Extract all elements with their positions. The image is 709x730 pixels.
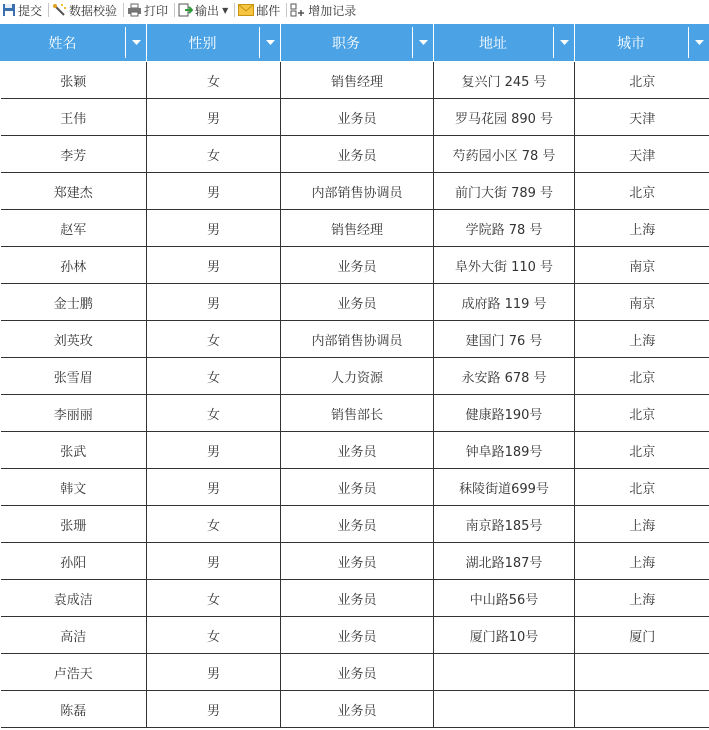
column-header-label: 职务 — [332, 35, 360, 52]
cell-position[interactable]: 业务员 — [281, 506, 434, 543]
column-header-label: 性别 — [188, 35, 217, 52]
cell-address[interactable]: 钟阜路189号 — [434, 432, 575, 469]
table-body — [1, 62, 709, 728]
cell-gender[interactable]: 女 — [147, 358, 281, 395]
cell-position[interactable]: 业务员 — [281, 247, 434, 284]
cell-city[interactable]: 天津 — [575, 99, 709, 136]
table-header-row — [1, 24, 709, 62]
email-icon — [238, 4, 254, 16]
cell-city[interactable]: 北京 — [575, 395, 709, 432]
cell-city[interactable] — [575, 654, 709, 691]
column-header-label: 城市 — [617, 35, 645, 52]
table-row[interactable] — [1, 173, 709, 210]
cell-address[interactable]: 阜外大街 110 号 — [434, 247, 575, 284]
cell-city[interactable]: 上海 — [575, 321, 709, 358]
toolbar-separator — [48, 3, 49, 17]
cell-address[interactable]: 湖北路187号 — [434, 543, 575, 580]
cell-city[interactable]: 厦门 — [575, 617, 709, 654]
filter-dropdown-icon[interactable] — [125, 27, 146, 58]
cell-name[interactable]: 李丽丽 — [1, 395, 147, 432]
cell-name[interactable]: 韩文 — [1, 469, 147, 506]
cell-position[interactable]: 业务员 — [281, 284, 434, 321]
cell-name[interactable]: 刘英玫 — [1, 321, 147, 358]
table-row[interactable] — [1, 321, 709, 358]
cell-gender[interactable]: 男 — [147, 469, 281, 506]
column-header-city[interactable] — [575, 24, 709, 62]
table-row[interactable] — [1, 432, 709, 469]
cell-address[interactable]: 学院路 78 号 — [434, 210, 575, 247]
export-label: 输出 — [195, 3, 220, 18]
cell-city[interactable]: 上海 — [575, 210, 709, 247]
cell-name[interactable]: 孙林 — [1, 247, 147, 284]
cell-address[interactable]: 芍药园小区 78 号 — [434, 136, 575, 173]
cell-name[interactable]: 张武 — [1, 432, 147, 469]
toolbar-separator — [234, 3, 235, 17]
cell-city[interactable] — [575, 691, 709, 728]
cell-city[interactable]: 上海 — [575, 506, 709, 543]
cell-address[interactable]: 建国门 76 号 — [434, 321, 575, 358]
table-row[interactable] — [1, 691, 709, 728]
cell-position[interactable]: 内部销售协调员 — [281, 173, 434, 210]
column-header-gender[interactable] — [147, 24, 281, 62]
table-row[interactable] — [1, 284, 709, 321]
table-row[interactable] — [1, 617, 709, 654]
filter-dropdown-icon[interactable] — [412, 27, 433, 58]
add-record-button[interactable] — [288, 1, 361, 19]
cell-name[interactable]: 高洁 — [1, 617, 147, 654]
cell-gender[interactable]: 男 — [147, 691, 281, 728]
cell-position[interactable]: 业务员 — [281, 580, 434, 617]
toolbar-separator — [174, 3, 175, 17]
cell-name[interactable]: 王伟 — [1, 99, 147, 136]
cell-position[interactable]: 销售经理 — [281, 210, 434, 247]
submit-icon — [2, 3, 16, 17]
table-row[interactable] — [1, 62, 709, 99]
add-record-label: 增加记录 — [308, 3, 357, 18]
cell-gender[interactable]: 女 — [147, 136, 281, 173]
cell-address[interactable] — [434, 691, 575, 728]
validate-button[interactable] — [50, 1, 122, 19]
cell-gender[interactable]: 男 — [147, 210, 281, 247]
filter-dropdown-icon[interactable] — [688, 27, 709, 58]
cell-name[interactable]: 张雪眉 — [1, 358, 147, 395]
cell-city[interactable]: 上海 — [575, 543, 709, 580]
print-icon — [127, 3, 142, 17]
cell-city[interactable]: 上海 — [575, 580, 709, 617]
cell-gender[interactable]: 女 — [147, 321, 281, 358]
table-row[interactable] — [1, 469, 709, 506]
cell-name[interactable]: 金士鹏 — [1, 284, 147, 321]
export-button[interactable] — [176, 1, 233, 19]
cell-address[interactable]: 南京路185号 — [434, 506, 575, 543]
cell-name[interactable]: 李芳 — [1, 136, 147, 173]
table-row[interactable] — [1, 543, 709, 580]
add-record-icon — [290, 3, 306, 17]
validate-label: 数据校验 — [69, 3, 118, 18]
cell-address[interactable]: 前门大街 789 号 — [434, 173, 575, 210]
table-row[interactable] — [1, 247, 709, 284]
data-table — [0, 23, 709, 728]
cell-gender[interactable]: 女 — [147, 506, 281, 543]
cell-gender[interactable]: 男 — [147, 654, 281, 691]
cell-position[interactable]: 业务员 — [281, 617, 434, 654]
print-label: 打印 — [144, 3, 169, 18]
cell-city[interactable]: 北京 — [575, 173, 709, 210]
column-header-name[interactable] — [1, 24, 147, 62]
cell-gender[interactable]: 男 — [147, 543, 281, 580]
cell-name[interactable]: 张颖 — [1, 62, 147, 99]
validate-icon — [52, 3, 67, 17]
email-label: 邮件 — [256, 3, 281, 18]
export-icon — [178, 3, 193, 17]
cell-gender[interactable]: 男 — [147, 284, 281, 321]
cell-address[interactable]: 罗马花园 890 号 — [434, 99, 575, 136]
toolbar — [0, 0, 709, 20]
cell-address[interactable]: 中山路56号 — [434, 580, 575, 617]
table-row[interactable] — [1, 136, 709, 173]
cell-name[interactable]: 袁成洁 — [1, 580, 147, 617]
cell-city[interactable]: 南京 — [575, 247, 709, 284]
cell-city[interactable]: 北京 — [575, 469, 709, 506]
submit-button[interactable] — [0, 1, 47, 19]
print-button[interactable] — [125, 1, 173, 19]
toolbar-separator — [286, 3, 287, 17]
cell-position[interactable]: 业务员 — [281, 654, 434, 691]
cell-address[interactable]: 成府路 119 号 — [434, 284, 575, 321]
table-row[interactable] — [1, 99, 709, 136]
cell-name[interactable]: 孙阳 — [1, 543, 147, 580]
cell-gender[interactable]: 女 — [147, 617, 281, 654]
cell-position[interactable]: 业务员 — [281, 691, 434, 728]
table-row[interactable] — [1, 395, 709, 432]
cell-address[interactable]: 厦门路10号 — [434, 617, 575, 654]
cell-position[interactable]: 业务员 — [281, 432, 434, 469]
cell-name[interactable]: 张珊 — [1, 506, 147, 543]
cell-position[interactable]: 业务员 — [281, 99, 434, 136]
cell-city[interactable]: 南京 — [575, 284, 709, 321]
column-header-label: 地址 — [479, 35, 507, 52]
cell-gender[interactable]: 女 — [147, 395, 281, 432]
cell-position[interactable]: 业务员 — [281, 469, 434, 506]
cell-city[interactable]: 北京 — [575, 358, 709, 395]
column-header-position[interactable] — [281, 24, 434, 62]
cell-position[interactable]: 业务员 — [281, 136, 434, 173]
chevron-down-icon: ▼ — [222, 5, 229, 15]
column-header-address[interactable] — [434, 24, 575, 62]
cell-position[interactable]: 人力资源 — [281, 358, 434, 395]
cell-gender[interactable]: 男 — [147, 99, 281, 136]
column-header-label: 姓名 — [48, 35, 77, 52]
cell-position[interactable]: 销售经理 — [281, 62, 434, 99]
table-row[interactable] — [1, 654, 709, 691]
cell-gender[interactable]: 女 — [147, 62, 281, 99]
cell-gender[interactable]: 男 — [147, 432, 281, 469]
cell-position[interactable]: 销售部长 — [281, 395, 434, 432]
cell-name[interactable]: 赵军 — [1, 210, 147, 247]
email-button[interactable] — [236, 1, 285, 19]
table-row[interactable] — [1, 358, 709, 395]
cell-name[interactable]: 卢浩天 — [1, 654, 147, 691]
table-row[interactable] — [1, 210, 709, 247]
cell-gender[interactable]: 男 — [147, 173, 281, 210]
cell-gender[interactable]: 女 — [147, 580, 281, 617]
cell-name[interactable]: 陈磊 — [1, 691, 147, 728]
cell-position[interactable]: 业务员 — [281, 543, 434, 580]
cell-address[interactable]: 秣陵街道699号 — [434, 469, 575, 506]
cell-position[interactable]: 内部销售协调员 — [281, 321, 434, 358]
cell-city[interactable]: 北京 — [575, 62, 709, 99]
cell-address[interactable]: 复兴门 245 号 — [434, 62, 575, 99]
cell-city[interactable]: 天津 — [575, 136, 709, 173]
cell-address[interactable]: 永安路 678 号 — [434, 358, 575, 395]
table-row[interactable] — [1, 580, 709, 617]
cell-address[interactable] — [434, 654, 575, 691]
table-row[interactable] — [1, 506, 709, 543]
submit-label: 提交 — [18, 3, 43, 18]
cell-address[interactable]: 健康路190号 — [434, 395, 575, 432]
filter-dropdown-icon[interactable] — [553, 27, 574, 58]
cell-gender[interactable]: 男 — [147, 247, 281, 284]
filter-dropdown-icon[interactable] — [259, 27, 280, 58]
toolbar-separator — [123, 3, 124, 17]
cell-name[interactable]: 郑建杰 — [1, 173, 147, 210]
cell-city[interactable]: 北京 — [575, 432, 709, 469]
